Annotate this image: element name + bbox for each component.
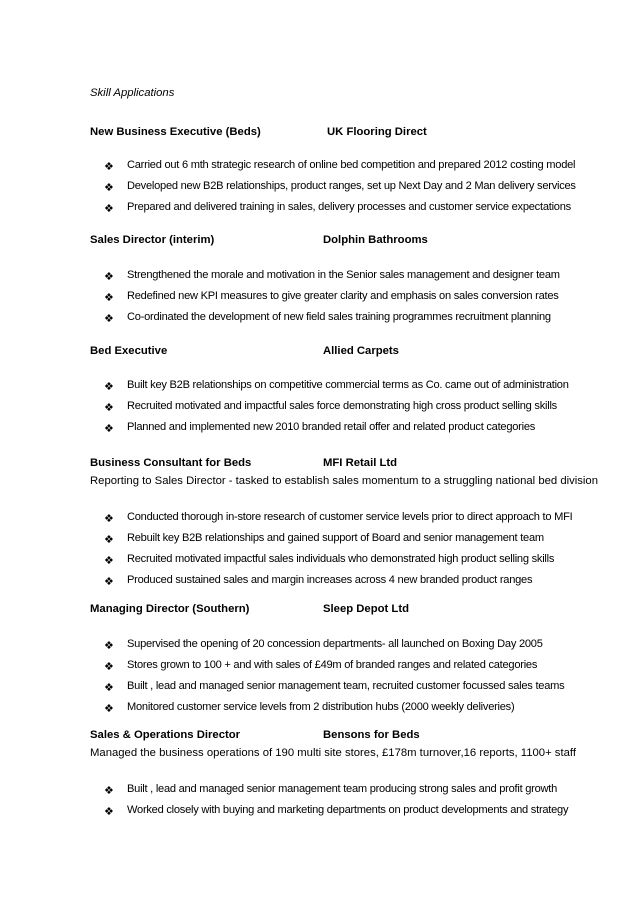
diamond-bullet-icon: ❖ — [104, 160, 114, 173]
section-heading: Skill Applications — [90, 87, 175, 99]
bullet-text: Supervised the opening of 20 concession departments- all launched on Boxing Day 2005 — [127, 638, 543, 650]
diamond-bullet-icon: ❖ — [104, 181, 114, 194]
diamond-bullet-icon: ❖ — [104, 805, 114, 818]
job-bullet — [90, 679, 590, 700]
bullet-text: Co-ordinated the development of new field sales training programmes recruitment planning — [127, 311, 551, 323]
diamond-bullet-icon: ❖ — [104, 575, 114, 588]
job-title: New Business Executive (Beds) — [90, 126, 261, 138]
bullet-text: Redefined new KPI measures to give greater clarity and emphasis on sales conversion rates — [127, 290, 559, 302]
diamond-bullet-icon: ❖ — [104, 639, 114, 652]
bullet-text: Stores grown to 100 + and with sales of £49m of branded ranges and related categories — [127, 659, 538, 671]
diamond-bullet-icon: ❖ — [104, 702, 114, 715]
job-bullet — [90, 552, 590, 573]
job-summary: Reporting to Sales Director - tasked to establish sales momentum to a struggling national bed division — [90, 475, 598, 487]
job-header — [90, 603, 590, 618]
job-bullet — [90, 200, 590, 221]
job-entry — [90, 345, 590, 441]
diamond-bullet-icon: ❖ — [104, 554, 114, 567]
job-bullet-list — [90, 158, 590, 221]
bullet-text: Carried out 6 mth strategic research of online bed competition and prepared 2012 costing model — [127, 159, 576, 171]
job-entry — [90, 234, 590, 331]
job-header — [90, 234, 590, 249]
diamond-bullet-icon: ❖ — [104, 401, 114, 414]
diamond-bullet-icon: ❖ — [104, 291, 114, 304]
bullet-text: Monitored customer service levels from 2 distribution hubs (2000 weekly deliveries) — [127, 701, 515, 713]
job-entry — [90, 457, 598, 594]
job-bullet-list — [90, 268, 590, 331]
job-company: Allied Carpets — [323, 345, 399, 357]
bullet-text: Conducted thorough in-store research of customer service levels prior to direct approach to MFI — [127, 511, 573, 523]
job-bullet-list — [90, 637, 590, 721]
job-bullet — [90, 700, 590, 721]
job-title: Managing Director (Southern) — [90, 603, 250, 615]
job-bullet — [90, 158, 590, 179]
job-company: Dolphin Bathrooms — [323, 234, 428, 246]
bullet-text: Worked closely with buying and marketing departments on product developments and strategy — [127, 804, 569, 816]
job-bullet — [90, 268, 590, 289]
job-header — [90, 729, 590, 744]
job-bullet — [90, 420, 590, 441]
bullet-text: Built , lead and managed senior management team, recruited customer focussed sales teams — [127, 680, 565, 692]
bullet-text: Developed new B2B relationships, product ranges, set up Next Day and 2 Man delivery services — [127, 180, 576, 192]
job-entry — [90, 126, 590, 221]
bullet-text: Recruited motivated impactful sales individuals who demonstrated high product selling skills — [127, 553, 555, 565]
job-title: Business Consultant for Beds — [90, 457, 252, 469]
job-header — [90, 345, 590, 360]
diamond-bullet-icon: ❖ — [104, 270, 114, 283]
job-company: MFI Retail Ltd — [323, 457, 398, 469]
job-title: Bed Executive — [90, 345, 168, 357]
job-bullet — [90, 378, 590, 399]
job-bullet — [90, 637, 590, 658]
job-company: UK Flooring Direct — [327, 126, 427, 138]
job-summary: Managed the business operations of 190 multi site stores, £178m turnover,16 reports, 1100+ staff — [90, 747, 576, 759]
job-bullet — [90, 289, 590, 310]
diamond-bullet-icon: ❖ — [104, 380, 114, 393]
bullet-text: Strengthened the morale and motivation in the Senior sales management and designer team — [127, 269, 560, 281]
job-bullet — [90, 573, 590, 594]
bullet-text: Produced sustained sales and margin increases across 4 new branded product ranges — [127, 574, 533, 586]
bullet-text: Built key B2B relationships on competitive commercial terms as Co. came out of administration — [127, 379, 569, 391]
diamond-bullet-icon: ❖ — [104, 312, 114, 325]
job-bullet-list — [90, 782, 590, 824]
job-bullet — [90, 803, 590, 824]
job-entry — [90, 603, 590, 721]
job-company: Sleep Depot Ltd — [323, 603, 409, 615]
diamond-bullet-icon: ❖ — [104, 533, 114, 546]
job-bullet — [90, 399, 590, 420]
diamond-bullet-icon: ❖ — [104, 202, 114, 215]
job-title: Sales & Operations Director — [90, 729, 241, 741]
job-bullet-list — [90, 510, 590, 594]
job-bullet — [90, 310, 590, 331]
bullet-text: Recruited motivated and impactful sales force demonstrating high cross product selling skills — [127, 400, 557, 412]
job-bullet — [90, 782, 590, 803]
job-bullet — [90, 531, 590, 552]
job-header — [90, 126, 590, 141]
diamond-bullet-icon: ❖ — [104, 681, 114, 694]
bullet-text: Rebuilt key B2B relationships and gained support of Board and senior management team — [127, 532, 544, 544]
job-bullet-list — [90, 378, 590, 441]
diamond-bullet-icon: ❖ — [104, 784, 114, 797]
job-entry — [90, 729, 590, 824]
bullet-text: Built , lead and managed senior management team producing strong sales and profit growth — [127, 783, 558, 795]
job-company: Bensons for Beds — [323, 729, 420, 741]
job-title: Sales Director (interim) — [90, 234, 215, 246]
job-bullet — [90, 510, 590, 531]
diamond-bullet-icon: ❖ — [104, 660, 114, 673]
job-bullet — [90, 179, 590, 200]
diamond-bullet-icon: ❖ — [104, 422, 114, 435]
job-bullet — [90, 658, 590, 679]
bullet-text: Planned and implemented new 2010 branded retail offer and related product categories — [127, 421, 536, 433]
job-header — [90, 457, 590, 472]
bullet-text: Prepared and delivered training in sales, delivery processes and customer service expectations — [127, 201, 571, 213]
diamond-bullet-icon: ❖ — [104, 512, 114, 525]
